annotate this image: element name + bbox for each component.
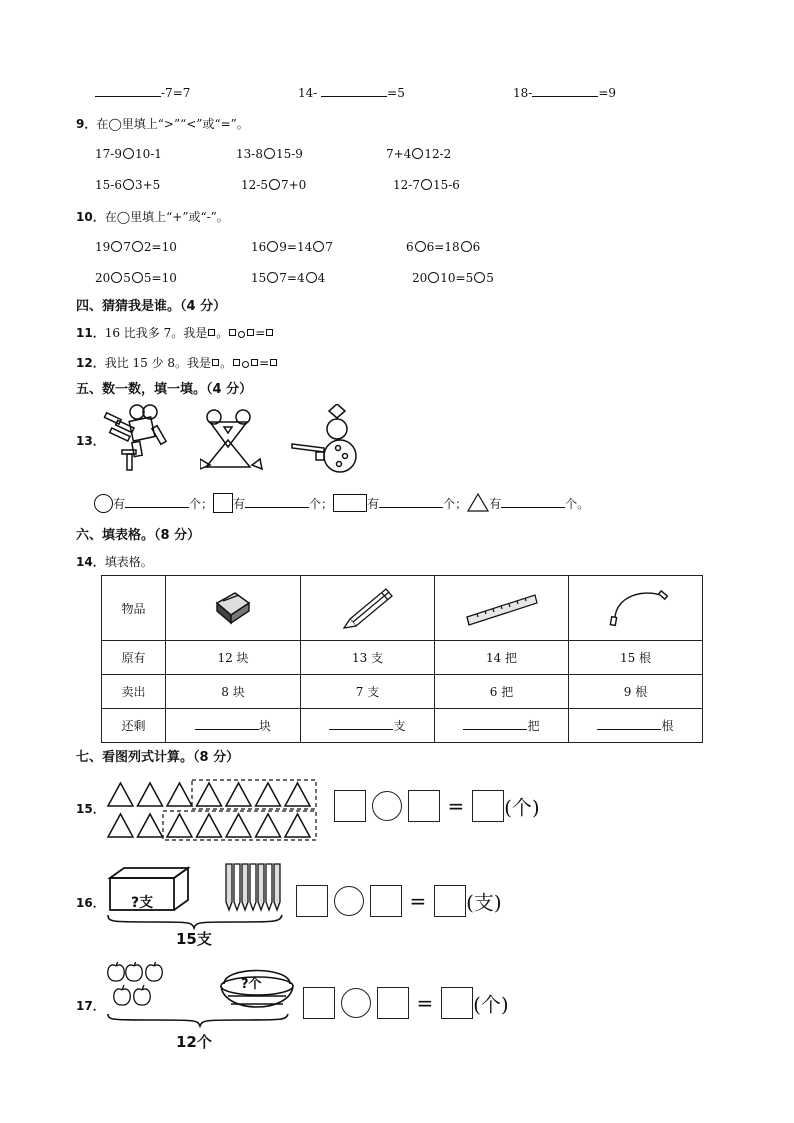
table-cell: 根 [569, 709, 703, 743]
operator-circle[interactable] [313, 241, 324, 252]
table-cell: 8 块 [166, 675, 301, 709]
operator-circle[interactable] [132, 272, 143, 283]
pencil-total: 15支 [176, 930, 212, 948]
table-cell: 9 根 [569, 675, 703, 709]
triangle-icon [256, 783, 281, 806]
operator-circle[interactable] [267, 241, 278, 252]
apple-basket-figure [104, 962, 294, 1032]
triangle-icon [108, 814, 133, 837]
section-5-title: 五、数一数，填一填。（4 分） [76, 382, 253, 397]
compare-circle[interactable] [421, 179, 432, 190]
q13-number: 13． [76, 434, 105, 448]
q9-item: 17-9 10-1 [95, 147, 162, 161]
answer-blank[interactable] [532, 84, 598, 97]
apple-icon [114, 985, 131, 1005]
operator-circle[interactable] [372, 791, 402, 821]
rectangle-shape-icon [333, 494, 367, 512]
q10-item: 16 9=14 7 [251, 240, 333, 254]
answer-blank[interactable] [245, 495, 309, 508]
row-label: 原有 [102, 641, 166, 675]
apple-icon [146, 962, 163, 981]
pencil-icon [274, 864, 280, 910]
operator-circle[interactable] [111, 241, 122, 252]
operator-circle[interactable] [111, 272, 122, 283]
compare-circle[interactable] [123, 148, 134, 159]
q10-item: 20 10=5 5 [412, 271, 494, 285]
pencil-icon [250, 864, 256, 910]
table-cell: 13 支 [301, 641, 435, 675]
q9-item: 12-5 7+0 [241, 178, 307, 192]
table-cell: 12 块 [166, 641, 301, 675]
q17-number: 17． [76, 999, 105, 1013]
triangle-icon [138, 783, 163, 806]
table-cell [435, 576, 569, 641]
pencil-icon [258, 864, 264, 910]
answer-blank[interactable] [597, 717, 661, 730]
q10-item: 20 5 5=10 [95, 271, 177, 285]
table-cell: 14 把 [435, 641, 569, 675]
q10-title: 10．在◯里填上“+”或“-”。 [76, 210, 229, 224]
pencil-icon [234, 864, 240, 910]
triangle-groups-figure [104, 779, 319, 843]
table-row [102, 641, 703, 675]
operator-circle[interactable] [132, 241, 143, 252]
q9-title: 9．在◯里填上“>”“<”或“=”。 [76, 117, 249, 131]
q8-row: -7=7 [95, 84, 190, 100]
answer-square[interactable] [251, 359, 258, 366]
table-row [102, 675, 703, 709]
answer-box[interactable] [370, 885, 402, 917]
q9-item: 7+4 12-2 [386, 147, 452, 161]
compare-circle[interactable] [412, 148, 423, 159]
triangle-icon [285, 783, 310, 806]
triangle-icon [167, 783, 192, 806]
snowman-figure [290, 404, 365, 476]
q10-item: 15 7=4 4 [251, 271, 326, 285]
answer-square[interactable] [212, 359, 219, 366]
q8-row-b: 14- =5 [298, 86, 405, 100]
triangle-icon [108, 783, 133, 806]
operator-circle[interactable] [334, 886, 364, 916]
answer-blank[interactable] [379, 495, 443, 508]
pencil-icon [266, 864, 272, 910]
triangle-icon [285, 814, 310, 837]
section-7-title: 七、看图列式计算。（8 分） [76, 750, 240, 765]
answer-square[interactable] [247, 329, 254, 336]
compare-circle[interactable] [269, 179, 280, 190]
table-cell [301, 576, 435, 641]
answer-square[interactable] [266, 329, 273, 336]
row-label: 物品 [102, 576, 166, 641]
answer-box[interactable] [434, 885, 466, 917]
answer-box[interactable] [334, 790, 366, 822]
goods-table [101, 575, 703, 743]
apple-icon [134, 985, 151, 1005]
triangle-shape-icon [467, 493, 489, 512]
answer-square[interactable] [208, 329, 215, 336]
answer-box[interactable] [472, 790, 504, 822]
answer-blank[interactable] [195, 717, 259, 730]
row-label: 还剩 [102, 709, 166, 743]
operator-circle[interactable] [242, 361, 249, 368]
triangle-icon [256, 814, 281, 837]
ruler-icon [465, 587, 539, 627]
q12: 12．我比 15 少 8。我是 。 = [76, 354, 278, 371]
answer-square[interactable] [233, 359, 240, 366]
answer-blank[interactable] [321, 84, 387, 97]
basket-label: ?个 [241, 977, 262, 992]
q10-item: 6 6=18 6 [406, 240, 481, 254]
table-cell [569, 576, 703, 641]
triangle-icon [138, 814, 163, 837]
apple-icon [108, 962, 125, 981]
operator-circle[interactable] [428, 272, 439, 283]
circle-shape-icon [94, 494, 113, 513]
q8-row-c: 18- =9 [513, 86, 617, 100]
table-cell [166, 576, 301, 641]
table-cell: 把 [435, 709, 569, 743]
answer-blank[interactable] [501, 495, 565, 508]
q9-item: 15-6 3+5 [95, 178, 161, 192]
table-cell: 支 [301, 709, 435, 743]
compare-circle[interactable] [264, 148, 275, 159]
table-cell: 6 把 [435, 675, 569, 709]
triangle-icon [167, 814, 192, 837]
operator-circle[interactable] [415, 241, 426, 252]
square-shape-icon [213, 493, 233, 513]
answer-blank[interactable] [125, 495, 189, 508]
table-row [102, 576, 703, 641]
q16-equation: = (支) [296, 885, 502, 919]
answer-box[interactable] [296, 885, 328, 917]
jump-rope-icon [601, 587, 671, 627]
answer-blank[interactable] [463, 717, 527, 730]
compare-circle[interactable] [123, 179, 134, 190]
eraser-icon [211, 589, 255, 625]
pencil-icon [242, 864, 248, 910]
triangle-icon [197, 783, 222, 806]
apple-icon [126, 962, 143, 981]
q11: 11．16 比我多 7。我是 。 = [76, 324, 274, 341]
operator-circle[interactable] [341, 988, 371, 1018]
triangle-icon [226, 783, 251, 806]
table-cell: 块 [166, 709, 301, 743]
pencil-icon [336, 585, 400, 629]
apple-total: 12个 [176, 1033, 212, 1051]
triangle-icon [226, 814, 251, 837]
operator-circle[interactable] [474, 272, 485, 283]
q10-item: 19 7 2=10 [95, 240, 177, 254]
q13-answer-line: 有 个； 有 个； 有 个； 有 个。 [94, 493, 589, 513]
table-row [102, 709, 703, 743]
q14-title: 14．填表格。 [76, 555, 153, 569]
table-cell: 15 根 [569, 641, 703, 675]
section-4-title: 四、猜猜我是谁。（4 分） [76, 299, 227, 314]
operator-circle[interactable] [461, 241, 472, 252]
answer-box[interactable] [441, 987, 473, 1019]
answer-box[interactable] [303, 987, 335, 1019]
robot-figure [100, 402, 175, 474]
q15-number: 15． [76, 802, 105, 816]
operator-circle[interactable] [267, 272, 278, 283]
q17-equation: = (个) [303, 987, 509, 1021]
answer-square[interactable] [270, 359, 277, 366]
answer-square[interactable] [229, 329, 236, 336]
operator-circle[interactable] [306, 272, 317, 283]
answer-blank[interactable] [95, 84, 161, 97]
q9-item: 12-7 15-6 [393, 178, 460, 192]
q16-number: 16． [76, 896, 105, 910]
answer-box[interactable] [377, 987, 409, 1019]
q9-item: 13-8 15-9 [236, 147, 303, 161]
operator-circle[interactable] [238, 331, 245, 338]
answer-box[interactable] [408, 790, 440, 822]
table-cell: 7 支 [301, 675, 435, 709]
triangle-icon [197, 814, 222, 837]
q15-equation: = (个) [334, 790, 540, 824]
triangle-figure [200, 407, 268, 471]
section-6-title: 六、填表格。（8 分） [76, 528, 201, 543]
answer-blank[interactable] [329, 717, 393, 730]
box-label: ?支 [131, 895, 154, 911]
pencil-icon [226, 864, 232, 910]
row-label: 卖出 [102, 675, 166, 709]
